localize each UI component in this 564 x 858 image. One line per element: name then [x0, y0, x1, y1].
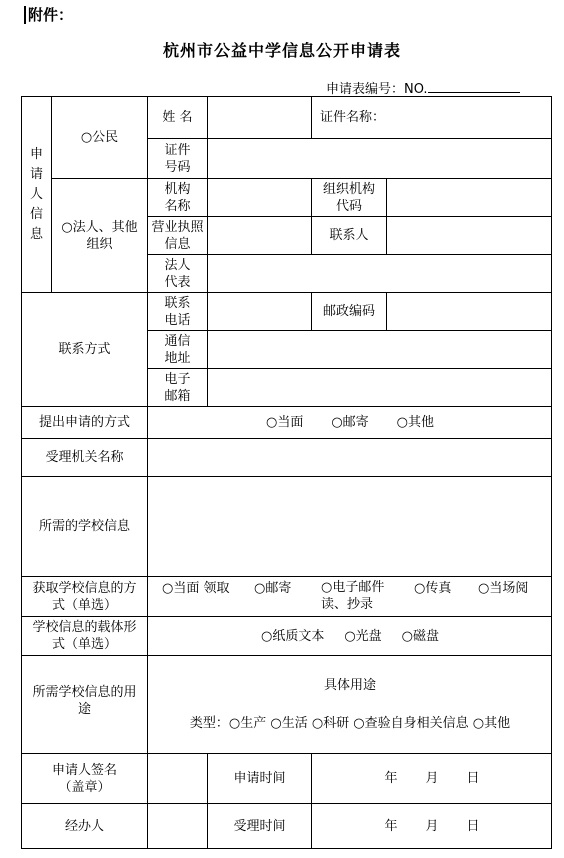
email-label — [148, 369, 207, 406]
phone-field[interactable] — [208, 293, 311, 330]
apply-year-label: 年 — [384, 771, 398, 786]
address-label-text: 通信地址 — [164, 333, 191, 366]
delivery-onsite-reading[interactable] — [478, 579, 548, 597]
info-needed-label-text: 所需的学校信息 — [38, 519, 130, 534]
accept-time-label-text: 受理时间 — [233, 818, 286, 834]
handler-label — [22, 804, 147, 848]
org-code-field[interactable] — [387, 179, 552, 216]
carrier-paper[interactable]: ○纸质文本 — [260, 628, 325, 644]
delivery-onsite-reading-text: ○当场阅 — [478, 580, 529, 596]
accept-year-label: 年 — [384, 818, 398, 834]
apply-time-label-text: 申请时间 — [233, 771, 286, 786]
form-number-label: 申请表编号：NO. — [326, 82, 428, 97]
info-needed-label — [22, 477, 147, 576]
name-field[interactable] — [208, 97, 311, 138]
agency-name-label-text: 受理机关名称 — [45, 450, 124, 465]
org-code-label-text: 组织机构代码 — [322, 181, 375, 214]
email-field[interactable] — [208, 369, 552, 406]
delivery-email[interactable] — [321, 579, 399, 615]
apply-time-label — [208, 754, 311, 803]
contact-section-label — [22, 293, 147, 406]
attachment-label: 附件： — [24, 6, 73, 24]
specific-purpose-label — [148, 672, 552, 698]
id-number-label-text: 证件号码 — [164, 142, 191, 175]
name-label — [148, 97, 207, 138]
postal-code-label-text: 邮政编码 — [322, 304, 375, 319]
purpose-type-options[interactable] — [148, 710, 552, 736]
carrier-form-options — [148, 617, 552, 655]
handler-field[interactable] — [148, 804, 207, 848]
id-number-field[interactable] — [208, 139, 552, 178]
legal-rep-field[interactable] — [208, 255, 552, 292]
postal-code-label — [312, 293, 386, 330]
contact-person-label — [312, 217, 386, 254]
agency-name-label — [22, 439, 147, 476]
address-field[interactable] — [208, 331, 552, 368]
delivery-in-person[interactable] — [162, 579, 242, 597]
name-label-text: 姓 名 — [162, 110, 193, 125]
info-needed-field[interactable] — [148, 477, 552, 576]
legal-rep-label — [148, 255, 207, 292]
request-method-mail[interactable]: ○邮寄 — [331, 415, 369, 430]
delivery-in-person-text: ○当面 领取 — [162, 580, 230, 596]
phone-label — [148, 293, 207, 330]
contact-section-text: 联系方式 — [58, 342, 111, 357]
accept-time-label — [208, 804, 311, 848]
applicant-signature-label-text: 申请人签名（盖章） — [51, 762, 117, 795]
carrier-disk[interactable]: ○磁盘 — [401, 628, 440, 644]
legal-rep-label-text: 法人代表 — [164, 257, 191, 290]
accept-day-label: 日 — [466, 818, 480, 834]
page-title: 杭州市公益中学信息公开申请表 — [162, 41, 401, 60]
apply-date-field[interactable] — [312, 754, 552, 803]
org-name-field[interactable] — [208, 179, 311, 216]
request-method-other[interactable]: ○其他 — [396, 415, 435, 430]
id-type-label: 证件名称： — [320, 110, 386, 125]
phone-label-text: 联系电话 — [164, 295, 191, 328]
applicant-info-label — [22, 97, 51, 292]
org-code-label — [312, 179, 386, 216]
delivery-mail[interactable] — [254, 579, 306, 597]
org-name-label — [148, 179, 207, 216]
org-name-label-text: 机构名称 — [164, 181, 191, 214]
request-method-label — [22, 407, 147, 438]
request-method-in-person[interactable]: ○当面 — [265, 415, 304, 430]
purpose-label — [22, 656, 147, 753]
specific-purpose-text: 具体用途 — [323, 677, 376, 693]
applicant-signature-field[interactable] — [148, 754, 207, 803]
citizen-option[interactable] — [52, 97, 147, 178]
email-label-text: 电子邮箱 — [164, 371, 191, 404]
business-license-field[interactable] — [208, 217, 311, 254]
agency-name-field[interactable] — [148, 439, 552, 476]
applicant-signature-label — [22, 754, 147, 803]
id-number-label — [148, 139, 207, 178]
id-type-field[interactable] — [312, 97, 552, 138]
contact-person-field[interactable] — [387, 217, 552, 254]
apply-month-label: 月 — [425, 771, 439, 786]
contact-person-label-text: 联系人 — [329, 228, 369, 243]
delivery-mail-text: ○邮寄 — [254, 580, 292, 596]
organization-option-label: ○法人、其他组织 — [61, 219, 138, 252]
carrier-form-label-text: 学校信息的载体形式（单选） — [32, 620, 137, 652]
postal-code-field[interactable] — [387, 293, 552, 330]
purpose-type-text: 类型：○生产 ○生活 ○科研 ○查验自身相关信息 ○其他 — [189, 715, 511, 731]
request-method-options — [148, 407, 552, 438]
delivery-email-text: ○电子邮件读、抄录 — [321, 580, 385, 612]
delivery-fax-text: ○传真 — [414, 580, 452, 596]
business-license-label — [148, 217, 207, 254]
handler-label-text: 经办人 — [64, 818, 104, 834]
organization-option[interactable] — [52, 179, 147, 292]
applicant-info-text: 申请人信息 — [29, 146, 43, 242]
delivery-fax[interactable] — [414, 579, 466, 597]
citizen-option-label: ○公民 — [80, 130, 119, 145]
delivery-method-label-text: 获取学校信息的方式（单选） — [32, 580, 137, 613]
carrier-form-label — [22, 617, 147, 655]
business-license-label-text: 营业执照信息 — [151, 219, 204, 252]
apply-day-label: 日 — [466, 771, 480, 786]
purpose-label-text: 所需学校信息的用途 — [32, 685, 137, 717]
carrier-cd[interactable]: ○光盘 — [344, 628, 382, 644]
request-method-label-text: 提出申请的方式 — [38, 415, 130, 430]
accept-month-label: 月 — [425, 818, 439, 834]
address-label — [148, 331, 207, 368]
delivery-method-label — [22, 577, 147, 616]
accept-date-field[interactable] — [312, 804, 552, 848]
